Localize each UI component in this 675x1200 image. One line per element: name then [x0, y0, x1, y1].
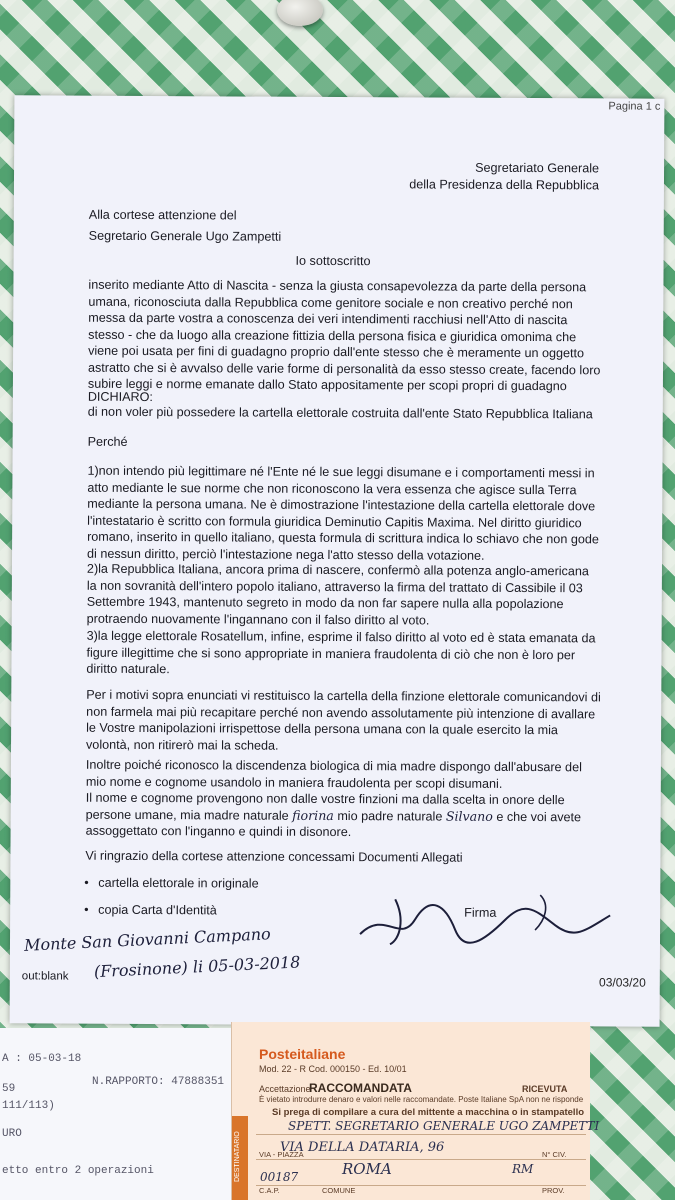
place-date-handwritten: (Frosinone) li 05-03-2018: [93, 952, 301, 982]
print-date: 03/03/20: [599, 975, 646, 990]
declare-heading: DICHIARO:: [87, 389, 153, 405]
signature-scribble: [355, 889, 615, 950]
signature-label: Firma: [464, 905, 497, 920]
attention-line-2: Segretario Generale Ugo Zampetti: [88, 228, 282, 244]
registered-mail-receipt: [231, 1022, 600, 1200]
receipt-instruction: Si prega di compilare a cura del mittente a macchina o in stampatello: [272, 1107, 585, 1118]
province-label: PROV.: [542, 1186, 565, 1195]
raccomandata-title: RACCOMANDATA: [309, 1081, 412, 1095]
declare-text: di non voler più possedere la cartella elettorale costruita dall'ente Stato Repubblica Italiana: [87, 404, 593, 422]
mother-name-handwritten: fiorina: [292, 807, 334, 823]
receipt-operations: etto entro 2 operazioni: [2, 1165, 154, 1177]
receipt-slip-left: [0, 1028, 240, 1200]
postal-code-handwritten: 00187: [260, 1170, 299, 1184]
thanks-line: Vi ringrazio della cortese attenzione concessami Documenti Allegati: [85, 848, 463, 865]
bio2-text-a: Il nome e cognome provengono non dalle vostre finzioni ma dalla scelta in onore delle persone umane, mia madre naturale: [85, 790, 565, 823]
father-name-handwritten: Silvano: [445, 808, 493, 824]
place-handwritten: Monte San Giovanni Campano: [23, 924, 272, 955]
attachment-item-2: • copia Carta d'Identità: [98, 902, 217, 919]
point-2: 2)la Repubblica Italiana, ancora prima di nascere, confermò alla potenza anglo-americana la non sovranità dell'intero popolo italiano, attraverso la firma del trattato di Cassibile il 03 Settembre 1943, mantenuto segreto in modo da non far sapere nulla alla popolazione protraendo nuovamente l'ingannano con il falso diritto al voto.: [86, 561, 589, 627]
intro-paragraph: inserito mediante Atto di Nascita - senza la giusta consapevolezza da parte della persona umana, riconosciuta dalla Repubblica come genitore sociale e non creativo perché non messa da parte vostra a conoscenza dei veri intendimenti racchiusi nell'Atto di nascita stesso - che da luogo alla creazione fittizia della persona fisica e giuridica omonima che viene poi usata per fini di guadagno proprio dall'ente stesso che è meramente un oggetto astratto che si è avvalso delle varie forme di personalità da esso stesso create, facendo loro subire leggi e norme emanate dallo Stato appositamente per scopi propri di guadagno: [87, 277, 601, 394]
ricevuta-label: RICEVUTA: [522, 1084, 568, 1094]
page-number: Pagina 1 c: [608, 100, 661, 113]
point-3: 3)la legge elettorale Rosatellum, infine, esprime il falso diritto al voto ed è stata emanata da figure illegittime che si sono appropriate in maniera fraudolenta di ciò che non è loro per diritto naturale.: [86, 628, 596, 677]
because-heading: Perché: [87, 434, 128, 449]
subscribed-heading: Io sottoscritto: [295, 253, 371, 269]
receipt-number: 59: [2, 1083, 16, 1095]
bio2-text-b: mio padre naturale: [337, 808, 443, 824]
province-handwritten: RM: [512, 1162, 534, 1176]
biology-paragraph-1: Inoltre poiché riconosco la discendenza biologica di mia madre dispongo dall'abusare del mio nome e cognome usandolo in maniera fraudolenta per scopi disumani.: [85, 757, 582, 791]
receipt-report-number: N.RAPPORTO: 47888351: [92, 1076, 225, 1088]
street-label: VIA - PIAZZA: [259, 1150, 304, 1159]
out-blank-label: out:blank: [21, 970, 69, 983]
receipt-date: A : 05-03-18: [2, 1053, 82, 1065]
civic-number-label: N° CIV.: [542, 1150, 567, 1159]
biology-paragraph-2: [86, 790, 601, 842]
return-paragraph: Per i motivi sopra enunciati vi restituisco la cartella della finzione elettorale comunicandovi di non farmela mai più recapitare perché non avendo assolutamente più intenzione di avallare le Vostre manipolazioni irrispettose della persona umana con la quale esercito la mia volontà, non ritirerò mai la scheda.: [86, 687, 601, 753]
receipt-note: È vietato introdurre denaro e valori nelle raccomandate. Poste Italiane SpA non ne risponde: [259, 1095, 584, 1104]
push-pin: [277, 0, 323, 26]
recipient-handwritten: SPETT. SEGRETARIO GENERALE UGO ZAMPETTI: [288, 1119, 600, 1133]
recipient-label: DESTINATARIO: [234, 1131, 241, 1182]
street-line: [256, 1159, 586, 1160]
street-handwritten: VIA DELLA DATARIA, 96: [280, 1140, 445, 1155]
attachment-item-1: • cartella elettorale in originale: [98, 875, 258, 892]
city-handwritten: ROMA: [342, 1160, 392, 1178]
recipient-line: [256, 1134, 586, 1135]
city-label: COMUNE: [322, 1186, 356, 1195]
point-1: 1)non intendo più legittimare né l'Ente né le sue leggi disumane e i comportamenti messi in atto mediante le sue norme che non riconoscono la vera essenza che agisce sulla Terra mediante la persona umana. Ne è dimostrazione l'intestazione della cartella elettorale dove l'intestatario è scritto con formula giuridica Deminutio Capitis Maxima. Nel diritto giuridico romano, inserito in quello italiano, questa formula di scrittura indica lo schiavo che non gode di nessun diritto, perciò l'intestazione nega l'atto stesso della votazione.: [87, 463, 599, 563]
letter-sheet: [10, 95, 665, 1026]
recipient-line-2: della Presidenza della Repubblica: [409, 177, 600, 193]
bio2-text-c: e che voi avete assoggettato con l'inganno e quindi in disonore.: [85, 809, 582, 840]
receipt-model: Mod. 22 - R Cod. 000150 - Ed. 10/01: [259, 1064, 407, 1074]
receipt-euro: URO: [2, 1128, 22, 1140]
poste-italiane-logo: Posteitaliane: [259, 1046, 346, 1062]
postal-code-label: C.A.P.: [259, 1186, 280, 1195]
attention-line-1: Alla cortese attenzione del: [88, 207, 237, 223]
recipient-line-1: Segretariato Generale: [475, 160, 600, 176]
accept-label: Accettazione: [259, 1084, 311, 1094]
receipt-code: 111/113): [2, 1100, 55, 1112]
city-line: [256, 1185, 586, 1186]
